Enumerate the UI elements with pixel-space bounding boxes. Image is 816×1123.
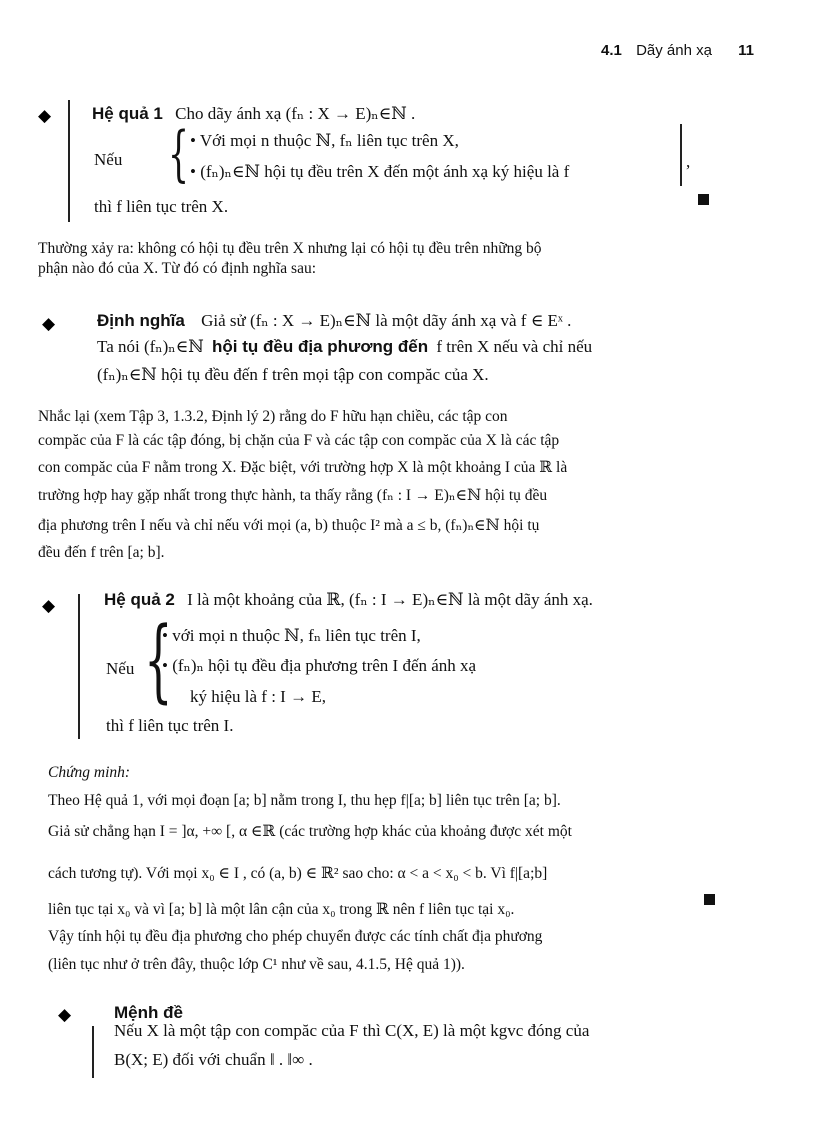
corollary-1-condition-1: • Với mọi n thuộc ℕ, fₙ liên tục trên X, [190, 131, 459, 150]
paragraph-2-line-1: Nhắc lại (xem Tập 3, 1.3.2, Định lý 2) rằng do F hữu hạn chiều, các tập con [38, 408, 508, 425]
corollary-2-if: Nếu [106, 659, 135, 678]
paragraph-3-line-2: (liên tục như ở trên đây, thuộc lớp C¹ như về sau, 4.1.5, Hệ quả 1)). [48, 956, 465, 973]
right-bracket [680, 124, 682, 186]
corollary-1-if: Nếu [94, 150, 123, 169]
paragraph-1-line-1: Thường xảy ra: không có hội tụ đều trên X nhưng lại có hội tụ đều trên những bộ [38, 240, 542, 257]
corollary-1-conclusion: thì f liên tục trên X. [94, 197, 229, 216]
comma-mark: , [686, 152, 691, 171]
proposition-line-2: B(X; E) đối với chuẩn ‖ . ‖∞ . [114, 1050, 313, 1069]
diamond-bullet-icon: ◆ [58, 1005, 72, 1024]
diamond-bullet-icon: ◆ [42, 596, 56, 615]
qed-square-icon [704, 894, 715, 905]
section-number: 4.1 [601, 42, 622, 59]
definition-term: hội tụ đều địa phương đến [212, 337, 429, 356]
proof-line-2: Giả sử chẳng hạn I = ]α, +∞ [, α ∈ℝ (các trường hợp khác của khoảng được xét một [48, 823, 572, 840]
corollary-2-conclusion: thì f liên tục trên I. [106, 716, 234, 735]
corollary-2-heading [104, 590, 593, 610]
paragraph-2-line-5: địa phương trên I nếu và chỉ nếu với mọi (a, b) thuộc I² mà a ≤ b, (fₙ)ₙ∈ℕ hội tụ [38, 517, 540, 534]
definition-label: Định nghĩa [97, 311, 185, 330]
corollary-1-heading [92, 104, 415, 124]
proof-line-4: liên tục tại x₀ và vì [a; b] là một lân cận của x₀ trong ℝ nên f liên tục tại x₀. [48, 901, 515, 918]
definition-line-2 [97, 337, 592, 357]
brace-icon: { [168, 119, 190, 189]
paragraph-2-line-4: trường hợp hay gặp nhất trong thực hành, ta thấy rằng (fₙ : I → E)ₙ∈ℕ hội tụ đều [38, 487, 548, 504]
paragraph-2-line-3: con compăc của F nằm trong X. Đặc biệt, với trường hợp X là một khoảng I của ℝ là [38, 459, 568, 476]
corollary-2-condition-3: ký hiệu là f : I → E, [190, 687, 326, 706]
corollary-2-condition-1: • với mọi n thuộc ℕ, fₙ liên tục trên I, [162, 626, 421, 645]
qed-square-icon [698, 194, 709, 205]
definition-text-2a: Ta nói (fₙ)ₙ∈ℕ [97, 337, 204, 356]
paragraph-1-line-2: phận nào đó của X. Từ đó có định nghĩa sau: [38, 260, 317, 277]
corollary-2-condition-2: • (fₙ)ₙ hội tụ đều địa phương trên I đến ánh xạ [162, 656, 477, 675]
page-number: 11 [738, 42, 754, 59]
definition-line-1 [97, 311, 571, 331]
proposition-label: Mệnh đề [114, 1003, 183, 1022]
diamond-bullet-icon: ◆ [38, 106, 52, 125]
brace-icon: { [144, 608, 173, 713]
corollary-1-condition-2: • (fₙ)ₙ∈ℕ hội tụ đều trên X đến một ánh xạ ký hiệu là f [190, 162, 570, 181]
corollary-2-bar [78, 594, 80, 739]
diamond-bullet-icon: ◆ [42, 314, 56, 333]
section-title: Dãy ánh xạ [636, 42, 712, 59]
definition-text-1: Giả sử (fₙ : X → E)ₙ∈ℕ là một dãy ánh xạ và f ∈ Eˣ . [201, 311, 572, 330]
definition-line-3: (fₙ)ₙ∈ℕ hội tụ đều đến f trên mọi tập con compăc của X. [97, 365, 489, 384]
corollary-1-intro: Cho dãy ánh xạ (fₙ : X → E)ₙ∈ℕ . [175, 104, 416, 123]
corollary-2-label: Hệ quả 2 [104, 590, 175, 609]
proof-line-3: cách tương tự). Với mọi x₀ ∈ I , có (a, b) ∈ ℝ² sao cho: α < a < x₀ < b. Vì f|[a;b] [48, 865, 548, 882]
paragraph-3-line-1: Vậy tính hội tụ đều địa phương cho phép chuyển được các tính chất địa phương [48, 928, 543, 945]
paragraph-2-line-2: compăc của F là các tập đóng, bị chặn của F và các tập con compăc của X là các tập [38, 432, 560, 449]
corollary-2-intro: I là một khoảng của ℝ, (fₙ : I → E)ₙ∈ℕ là một dãy ánh xạ. [187, 590, 593, 609]
corollary-1-bar [68, 100, 70, 222]
proposition-bar [92, 1026, 94, 1078]
running-header [601, 42, 754, 59]
proposition-line-1: Nếu X là một tập con compăc của F thì C(X, E) là một kgvc đóng của [114, 1021, 590, 1040]
proof-label: Chứng minh: [48, 764, 131, 781]
proof-line-1: Theo Hệ quả 1, với mọi đoạn [a; b] nằm trong I, thu hẹp f|[a; b] liên tục trên [a; b]. [48, 792, 561, 809]
definition-text-2c: f trên X nếu và chỉ nếu [436, 337, 593, 356]
corollary-1-label: Hệ quả 1 [92, 104, 163, 123]
paragraph-2-line-6: đều đến f trên [a; b]. [38, 544, 165, 561]
